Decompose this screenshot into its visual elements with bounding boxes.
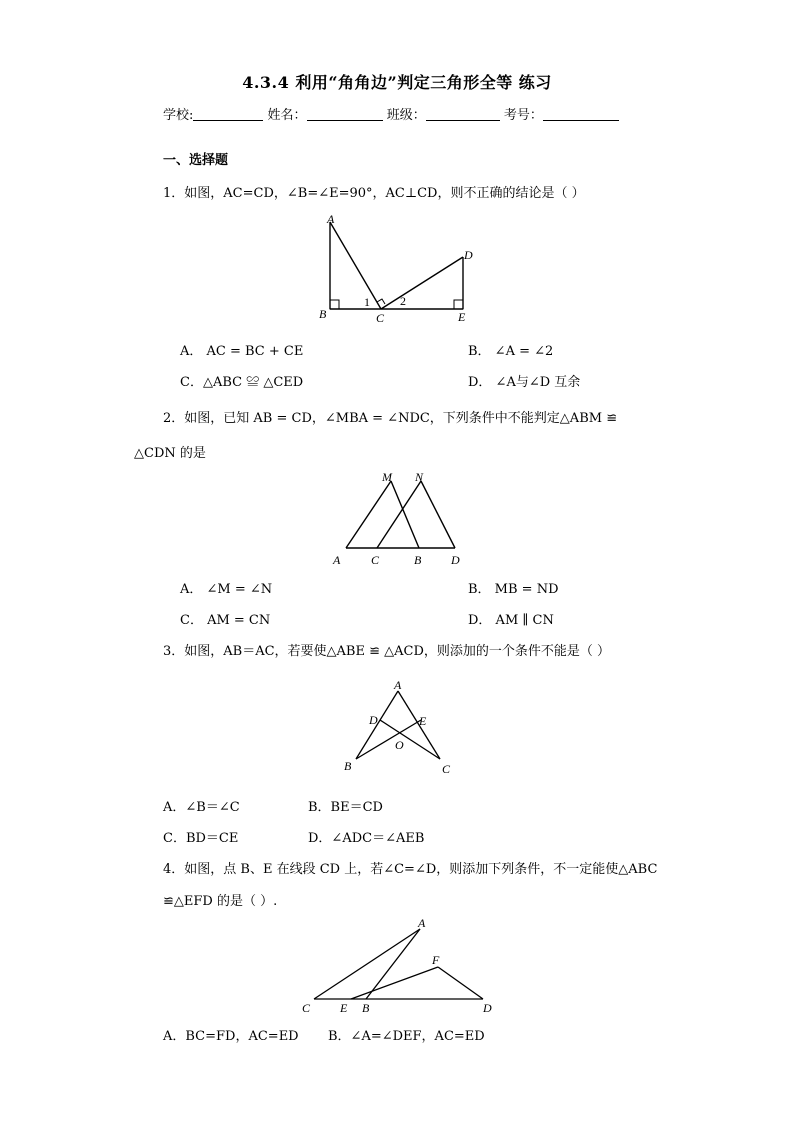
q2-option-a[interactable]: A． ∠M = ∠N: [180, 582, 273, 597]
q2-figure: [328, 468, 468, 570]
q3-option-a[interactable]: A．∠B＝∠C: [163, 800, 240, 815]
q3-label-d: D: [369, 713, 378, 727]
section-heading: 一、选择题: [163, 153, 229, 168]
q2-stem-line2: △CDN 的是: [134, 446, 206, 461]
q2-label-c: C: [371, 553, 380, 567]
q4-label-d: D: [483, 1001, 492, 1015]
q1-label-1: 1: [364, 295, 370, 309]
q4-line-ef: [351, 967, 438, 999]
q2-label-b: B: [414, 553, 422, 567]
school-label: 学校:: [163, 108, 194, 123]
name-blank[interactable]: [307, 108, 383, 121]
q2-option-d[interactable]: D． AM ∥ CN: [468, 613, 554, 628]
q1-figure: [315, 212, 485, 324]
q4-line-fd: [438, 967, 483, 999]
name-label: 姓名：: [267, 108, 307, 123]
q1-label-e: E: [458, 310, 466, 324]
q3-label-a: A: [394, 678, 402, 692]
q3-option-d[interactable]: D．∠ADC＝∠AEB: [308, 831, 425, 846]
q3-stem: 3．如图，AB＝AC，若要使△ABE ≌ △ACD，则添加的一个条件不能是（ ）: [163, 644, 611, 659]
class-label: 班级：: [386, 108, 426, 123]
q3-figure: [338, 675, 458, 780]
q4-option-a[interactable]: A．BC=FD，AC=ED: [163, 1029, 299, 1044]
q1-line-ac: [330, 222, 381, 309]
q4-option-b[interactable]: B．∠A=∠DEF，AC=ED: [328, 1029, 485, 1044]
q4-label-b: B: [362, 1001, 370, 1015]
q2-stem-line1: 2．如图，已知 AB = CD，∠MBA = ∠NDC，下列条件中不能判定△ABM ≌: [163, 411, 618, 426]
q1-right-angle-b: [330, 300, 339, 309]
q4-stem-line1: 4．如图，点 B、E 在线段 CD 上，若∠C=∠D，则添加下列条件，不一定能使△ABC: [163, 862, 658, 877]
number-blank[interactable]: [543, 108, 619, 121]
q1-option-b[interactable]: B． ∠A = ∠2: [468, 344, 554, 359]
q1-option-a[interactable]: A． AC = BC + CE: [180, 344, 304, 359]
q1-label-b: B: [319, 307, 327, 321]
q1-stem: 1．如图，AC=CD，∠B=∠E=90°，AC⊥CD，则不正确的结论是（ ）: [163, 186, 585, 201]
school-blank[interactable]: [193, 108, 263, 121]
page-title: 4.3.4 利用“角角边”判定三角形全等 练习: [242, 73, 552, 92]
q3-label-b: B: [344, 759, 352, 773]
q3-option-b[interactable]: B．BE＝CD: [308, 800, 383, 815]
q1-line-cd: [381, 257, 463, 309]
q1-label-c: C: [376, 311, 385, 324]
q1-label-a: A: [327, 212, 335, 226]
number-label: 考号：: [503, 108, 543, 123]
q2-label-d: D: [451, 553, 460, 567]
q4-label-f: F: [432, 953, 440, 967]
q2-line-nd: [421, 481, 455, 548]
q4-label-a: A: [418, 916, 426, 930]
q1-option-d[interactable]: D． ∠A与∠D 互余: [468, 375, 581, 390]
q1-label-d: D: [464, 248, 473, 262]
q2-label-n: N: [415, 470, 424, 484]
student-info-line: [163, 104, 619, 123]
q2-label-a: A: [333, 553, 341, 567]
q3-label-c: C: [442, 762, 451, 776]
q3-label-e: E: [419, 714, 427, 728]
q2-option-c[interactable]: C． AM = CN: [180, 613, 271, 628]
q2-label-m: M: [382, 470, 392, 484]
class-blank[interactable]: [426, 108, 500, 121]
q4-label-c: C: [302, 1001, 311, 1015]
q1-right-angle-e: [454, 300, 463, 309]
q3-option-c[interactable]: C．BD＝CE: [163, 831, 239, 846]
q4-figure: [296, 912, 502, 1018]
q1-label-2: 2: [400, 294, 406, 308]
q4-line-ab: [366, 929, 420, 999]
q1-option-c[interactable]: C．△ABC ≌ △CED: [180, 375, 304, 390]
q4-line-ca: [314, 929, 420, 999]
q3-label-o: O: [395, 738, 404, 752]
q4-label-e: E: [340, 1001, 348, 1015]
q4-stem-line2: ≌△EFD 的是（ ）.: [163, 894, 278, 909]
q2-option-b[interactable]: B． MB = ND: [468, 582, 559, 597]
